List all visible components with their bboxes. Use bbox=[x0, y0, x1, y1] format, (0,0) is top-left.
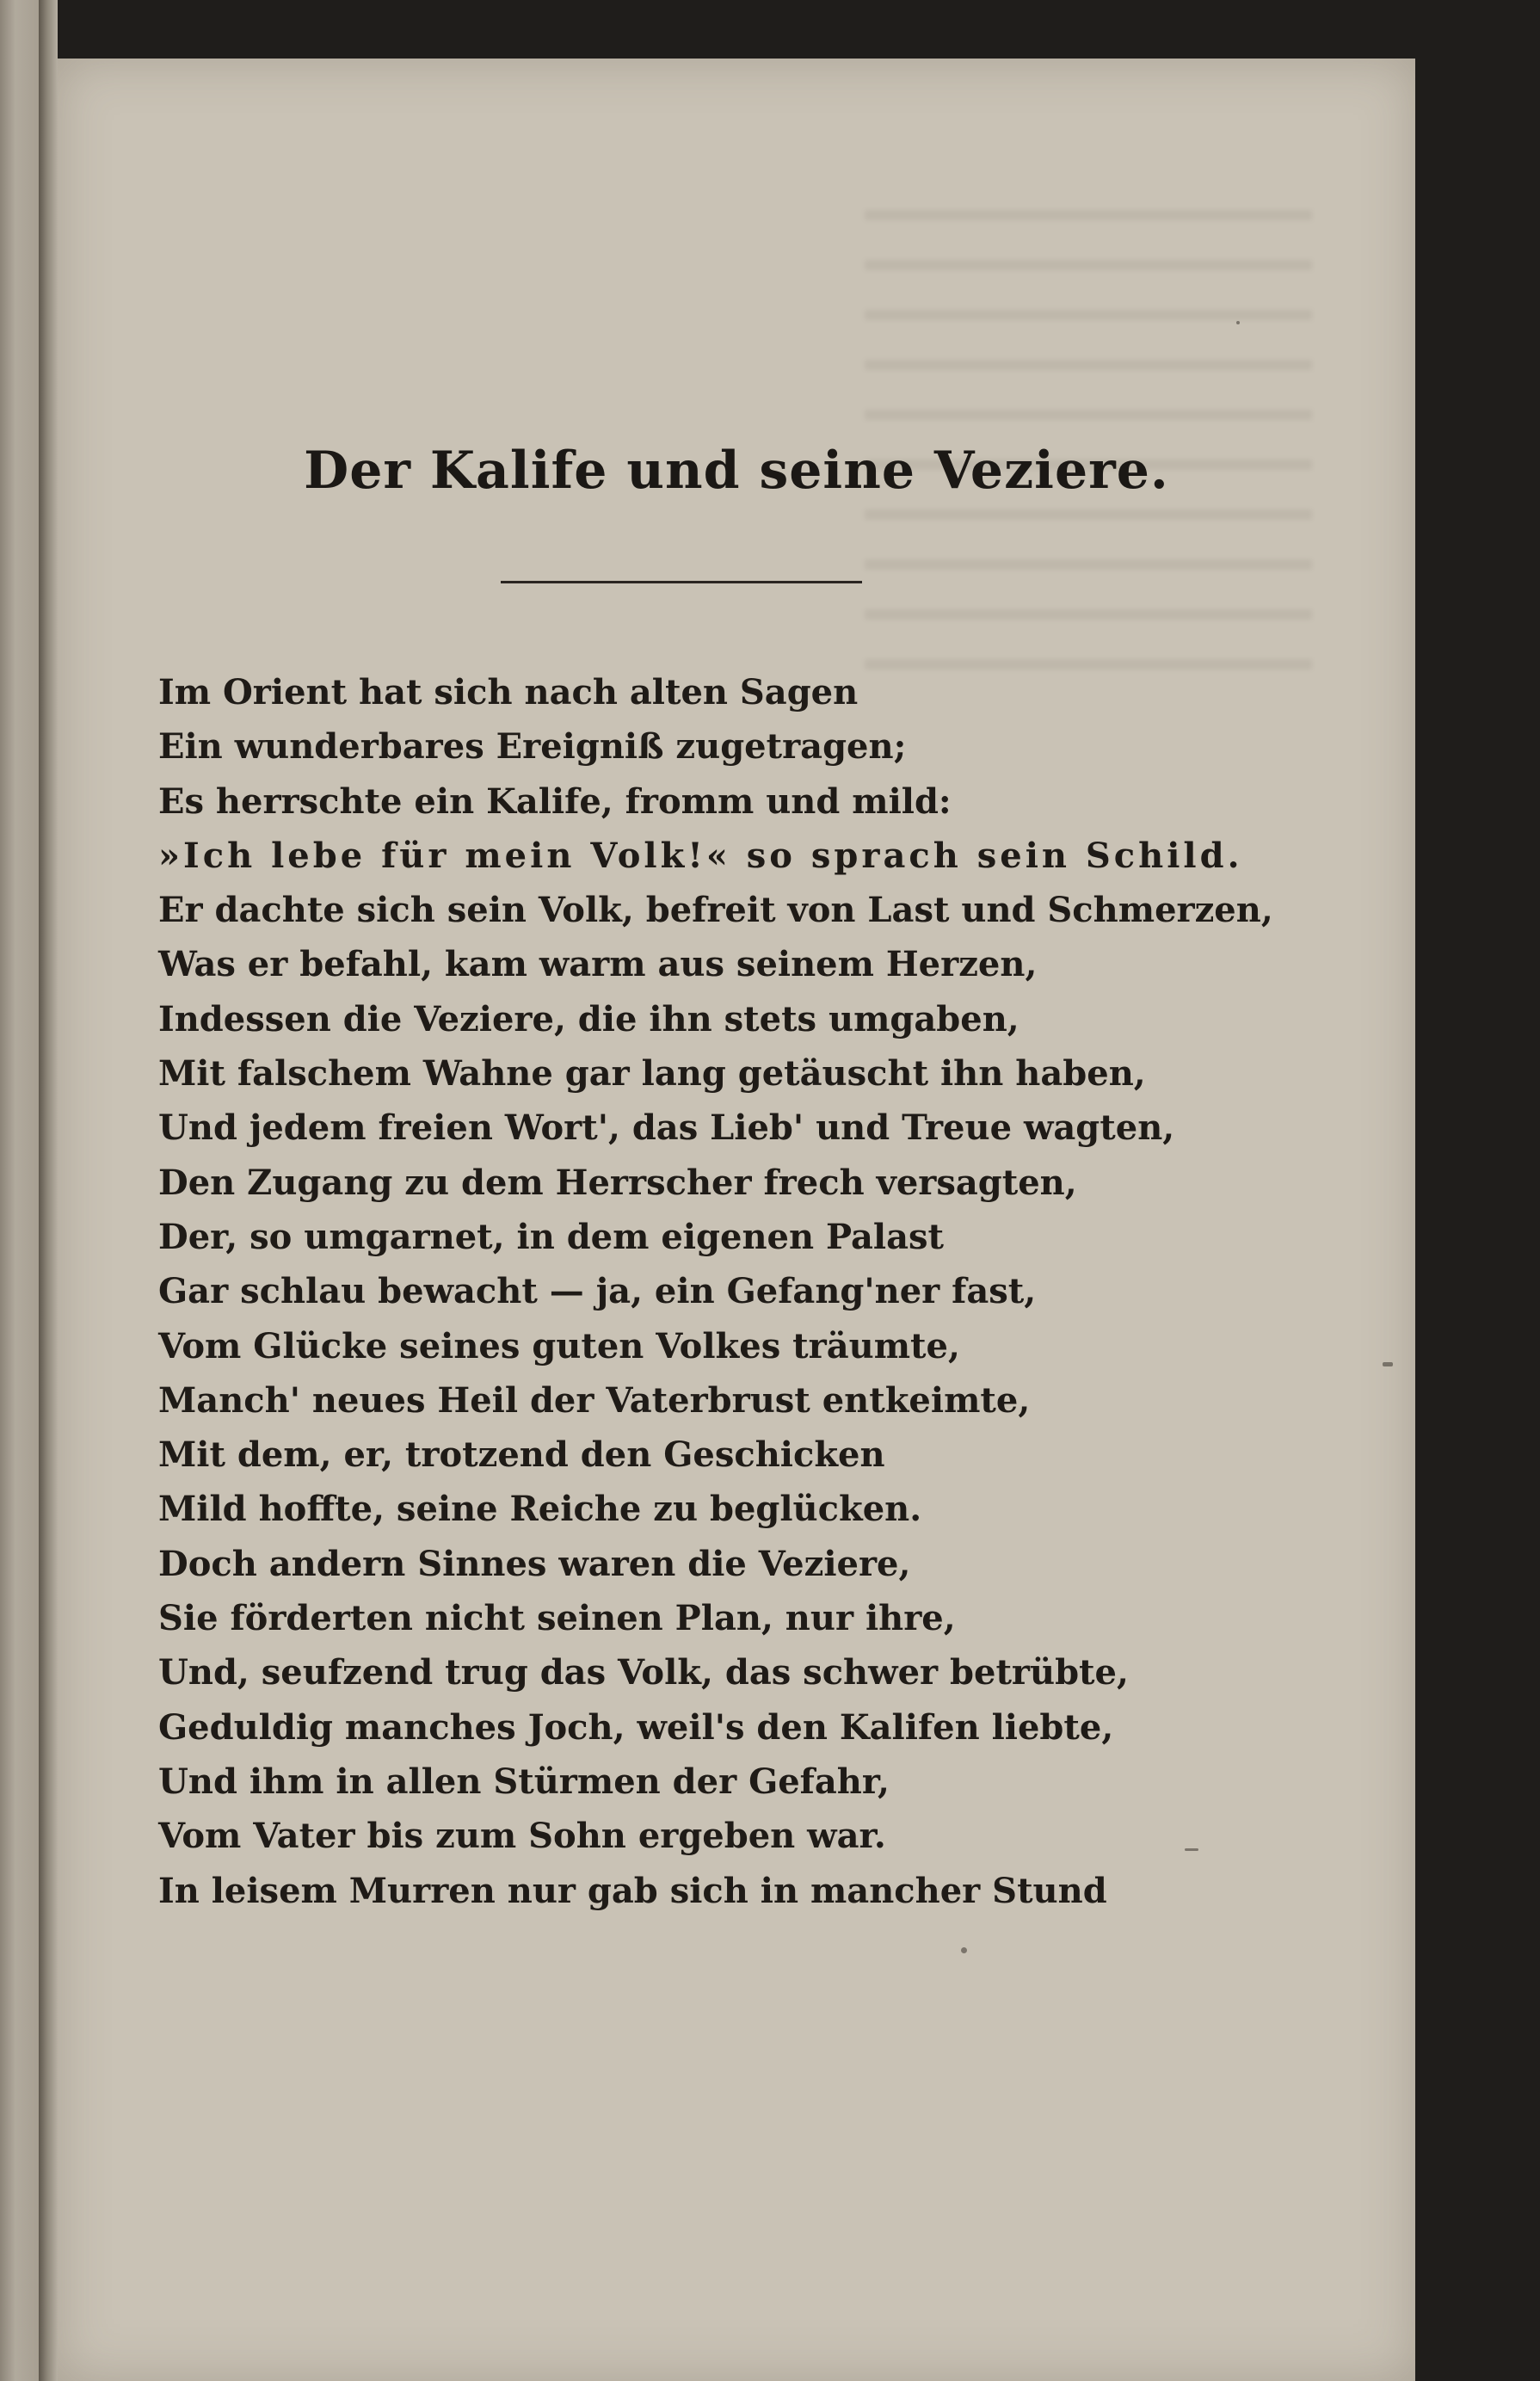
verse-line: Ein wunderbares Ereigniß zugetragen; bbox=[158, 726, 907, 768]
paper-speck bbox=[1383, 1362, 1393, 1366]
verse-line: Geduldig manches Joch, weil's den Kalifen liebte, bbox=[158, 1706, 1114, 1748]
verse-line: Indessen die Veziere, die ihn stets umgaben, bbox=[158, 998, 1019, 1039]
verse-line: Vom Vater bis zum Sohn ergeben war. bbox=[158, 1816, 886, 1857]
paper-speck bbox=[961, 1947, 967, 1953]
paper-speck bbox=[1236, 321, 1240, 324]
verse-line: Gar schlau bewacht — ja, ein Gefang'ner fast, bbox=[158, 1271, 1037, 1312]
verse-line: Er dachte sich sein Volk, befreit von Last und Schmerzen, bbox=[158, 890, 1273, 931]
verse-line: Was er befahl, kam warm aus seinem Herzen, bbox=[158, 944, 1038, 985]
book-page bbox=[58, 59, 1415, 2381]
verse-line: Der, so umgarnet, in dem eigenen Palast bbox=[158, 1216, 945, 1257]
verse-line: Manch' neues Heil der Vaterbrust entkeimte, bbox=[158, 1379, 1031, 1421]
poem-title: Der Kalife und seine Veziere. bbox=[304, 441, 1169, 501]
verse-line: Mit falschem Wahne gar lang getäuscht ihn haben, bbox=[158, 1053, 1146, 1095]
verse-line: Und jedem freien Wort', das Lieb' und Treue wagten, bbox=[158, 1107, 1175, 1149]
book-gutter bbox=[39, 0, 58, 2381]
show-through-text bbox=[865, 188, 1312, 669]
verse-line: »Ich lebe für mein Volk!« so sprach sein Schild. bbox=[158, 835, 1243, 876]
verse-line: Und ihm in allen Stürmen der Gefahr, bbox=[158, 1761, 890, 1802]
verse-line: In leisem Murren nur gab sich in mancher Stund bbox=[158, 1870, 1107, 1911]
verse-line: Mit dem, er, trotzend den Geschicken bbox=[158, 1434, 885, 1476]
title-divider bbox=[501, 581, 862, 583]
verse-line: Vom Glücke seines guten Volkes träumte, bbox=[158, 1325, 960, 1366]
poem-verse bbox=[158, 665, 1273, 1918]
verse-line: Im Orient hat sich nach alten Sagen bbox=[158, 672, 859, 712]
previous-page-edge bbox=[0, 0, 39, 2381]
paper-speck bbox=[1185, 1848, 1198, 1851]
verse-line: Es herrschte ein Kalife, fromm und mild: bbox=[158, 780, 952, 822]
verse-line: Den Zugang zu dem Herrscher frech versagten, bbox=[158, 1162, 1077, 1203]
verse-line: Sie förderten nicht seinen Plan, nur ihre, bbox=[158, 1598, 956, 1639]
verse-line: Doch andern Sinnes waren die Veziere, bbox=[158, 1543, 911, 1584]
verse-line: Und, seufzend trug das Volk, das schwer betrübte, bbox=[158, 1652, 1129, 1693]
verse-line: Mild hoffte, seine Reiche zu beglücken. bbox=[158, 1489, 922, 1530]
